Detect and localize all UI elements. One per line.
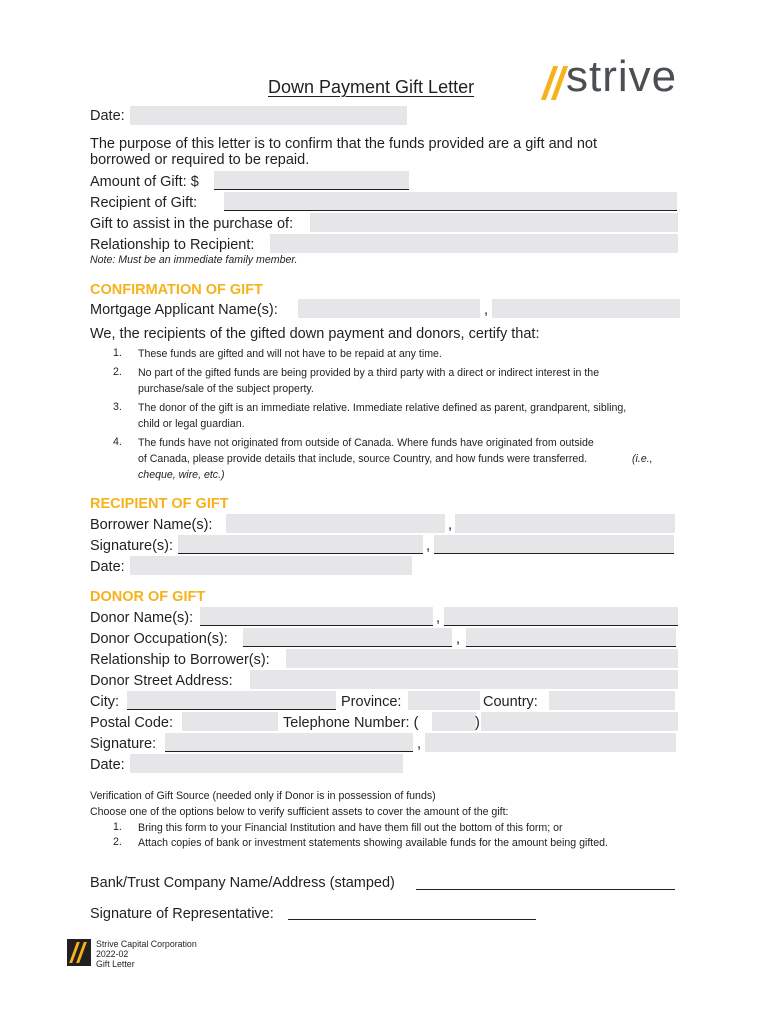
donor-date-label: Date: — [90, 757, 125, 773]
paren-close: ) — [475, 715, 480, 731]
bank-line[interactable] — [416, 889, 675, 890]
telephone-label: Telephone Number: ( — [283, 715, 419, 731]
donor-occupation-field-2[interactable] — [466, 628, 676, 647]
verification-text-line1: Verification of Gift Source (needed only if Donor is in possession of funds) — [90, 790, 436, 802]
area-code-field[interactable] — [432, 712, 476, 731]
footer-version: 2022-02 — [96, 949, 129, 959]
borrower-name-field-2[interactable] — [455, 514, 675, 533]
list-item-example: (i.e., — [632, 453, 653, 465]
list-number: 3. — [113, 401, 122, 413]
comma-separator: , — [417, 736, 422, 752]
donor-name-label: Donor Name(s): — [90, 610, 194, 626]
list-item: of Canada, please provide details that include, source Country, and how funds were transferred. — [138, 453, 588, 465]
province-field[interactable] — [408, 691, 480, 710]
comma-separator: , — [484, 302, 489, 318]
country-label: Country: — [483, 694, 538, 710]
applicant-name-field-2[interactable] — [492, 299, 680, 318]
occupation-underline — [466, 646, 676, 647]
recipient-field[interactable] — [224, 192, 677, 211]
purpose-text-line1: The purpose of this letter is to confirm that the funds provided are a gift and not — [90, 136, 597, 152]
page-title: Down Payment Gift Letter — [268, 77, 475, 97]
donor-signature-field-1[interactable] — [165, 733, 413, 752]
recipient-date-field[interactable] — [130, 556, 412, 575]
signature-underline — [178, 553, 423, 554]
footer-company: Strive Capital Corporation — [96, 939, 197, 949]
list-item: purchase/sale of the subject property. — [138, 383, 314, 395]
donor-relationship-field[interactable] — [286, 649, 678, 668]
borrower-label: Borrower Name(s): — [90, 517, 213, 533]
donor-name-underline — [444, 625, 678, 626]
province-label: Province: — [341, 694, 402, 710]
telephone-field[interactable] — [481, 712, 678, 731]
country-field[interactable] — [549, 691, 675, 710]
donor-signature-underline — [165, 751, 413, 752]
applicant-name-field-1[interactable] — [298, 299, 480, 318]
purchase-label: Gift to assist in the purchase of: — [90, 216, 294, 232]
donor-name-underline — [200, 625, 433, 626]
donor-occupation-field-1[interactable] — [243, 628, 452, 647]
list-number: 4. — [113, 436, 122, 448]
verification-option: Attach copies of bank or investment statements showing available funds for the amount being gifted. — [138, 837, 608, 849]
date-field[interactable] — [130, 106, 407, 125]
recipient-label: Recipient of Gift: — [90, 195, 198, 211]
relationship-field[interactable] — [270, 234, 678, 253]
list-number: 2. — [113, 366, 122, 378]
donor-name-field-2[interactable] — [444, 607, 678, 626]
list-item: The funds have not originated from outside of Canada. Where funds have originated from outside — [138, 437, 594, 449]
donor-occupation-label: Donor Occupation(s): — [90, 631, 228, 647]
footer-doc-name: Gift Letter — [96, 959, 135, 969]
recipient-signature-field-1[interactable] — [178, 535, 423, 554]
verification-text-line2: Choose one of the options below to verify sufficient assets to cover the amount of the gift: — [90, 806, 509, 818]
recipient-signature-field-2[interactable] — [434, 535, 674, 554]
recipient-underline — [224, 210, 677, 211]
list-item: No part of the gifted funds are being provided by a third party with a direct or indirect interest in the — [138, 367, 600, 379]
option-number: 1. — [113, 821, 122, 833]
family-note: Note: Must be an immediate family member. — [90, 254, 298, 266]
certify-text: We, the recipients of the gifted down payment and donors, certify that: — [90, 326, 540, 342]
signature-underline — [434, 553, 674, 554]
donor-signature-field-2[interactable] — [425, 733, 676, 752]
applicant-label: Mortgage Applicant Name(s): — [90, 302, 278, 318]
logo-text: strive — [566, 52, 678, 101]
list-item: child or legal guardian. — [138, 418, 245, 430]
amount-underline — [214, 189, 409, 190]
amount-label: Amount of Gift: $ — [90, 174, 199, 190]
postal-code-field[interactable] — [182, 712, 278, 731]
list-item-example: cheque, wire, etc.) — [138, 469, 225, 481]
option-number: 2. — [113, 836, 122, 848]
recipient-date-label: Date: — [90, 559, 125, 575]
recipient-heading: RECIPIENT OF GIFT — [90, 496, 229, 512]
representative-label: Signature of Representative: — [90, 906, 274, 922]
signatures-label: Signature(s): — [90, 538, 174, 554]
donor-name-field-1[interactable] — [200, 607, 433, 626]
donor-street-label: Donor Street Address: — [90, 673, 233, 689]
date-label: Date: — [90, 108, 125, 124]
comma-separator: , — [456, 631, 461, 647]
list-item: The donor of the gift is an immediate relative. Immediate relative defined as parent, grandparent, sibling, — [138, 402, 627, 414]
comma-separator: , — [426, 538, 431, 554]
amount-field[interactable] — [214, 171, 409, 190]
donor-date-field[interactable] — [130, 754, 403, 773]
verification-option: Bring this form to your Financial Institution and have them fill out the bottom of this form; or — [138, 822, 563, 834]
postal-code-label: Postal Code: — [90, 715, 174, 731]
purchase-field[interactable] — [310, 213, 678, 232]
borrower-name-field-1[interactable] — [226, 514, 445, 533]
list-item: These funds are gifted and will not have to be repaid at any time. — [138, 348, 442, 360]
donor-heading: DONOR OF GIFT — [90, 589, 206, 605]
city-label: City: — [90, 694, 119, 710]
city-underline — [127, 709, 336, 710]
confirmation-heading: CONFIRMATION OF GIFT — [90, 282, 263, 298]
occupation-underline — [243, 646, 452, 647]
donor-street-field[interactable] — [250, 670, 678, 689]
donor-relationship-label: Relationship to Borrower(s): — [90, 652, 270, 668]
comma-separator: , — [436, 610, 441, 626]
footer-logo — [67, 939, 91, 966]
list-number: 1. — [113, 347, 122, 359]
city-field[interactable] — [127, 691, 336, 710]
donor-signature-label: Signature: — [90, 736, 157, 752]
comma-separator: , — [448, 517, 453, 533]
purpose-text-line2: borrowed or required to be repaid. — [90, 152, 310, 168]
relationship-label: Relationship to Recipient: — [90, 237, 255, 253]
bank-label: Bank/Trust Company Name/Address (stamped) — [90, 875, 395, 891]
representative-signature-line[interactable] — [288, 919, 536, 920]
